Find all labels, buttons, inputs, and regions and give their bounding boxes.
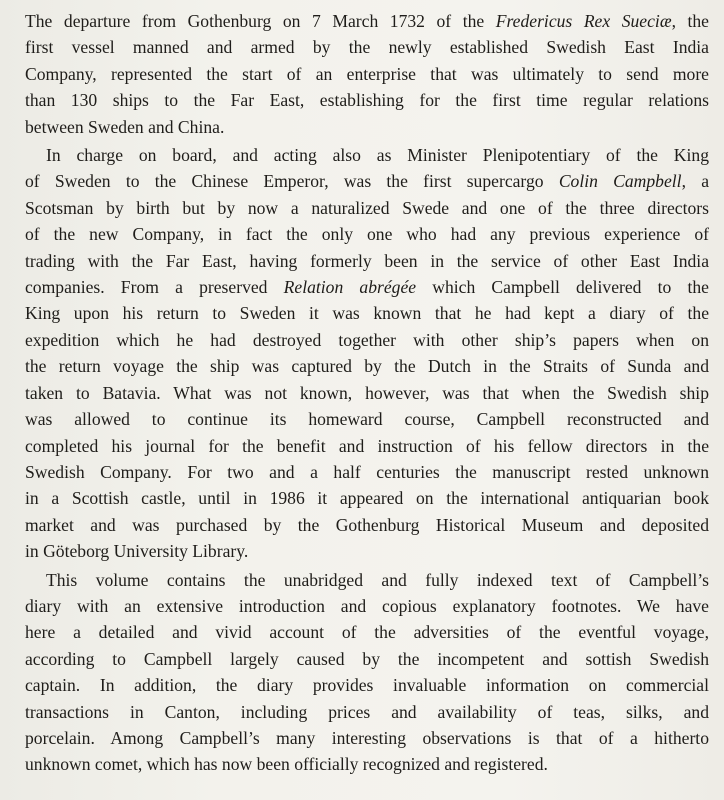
text-line: Swedish Company. For two and a half centuries the manuscript rested unknown — [25, 461, 709, 482]
text-line: expedition which he had destroyed together with other ship’s papers when on — [25, 329, 709, 350]
text-line: between Sweden and China. — [25, 116, 225, 137]
text-line: King upon his return to Sweden it was known that he had kept a diary of the — [25, 303, 709, 324]
text-line: companies. From a preserved Relation abrégée which Campbell delivered to the — [25, 277, 709, 298]
text-line: according to Campbell largely caused by the incompetent and sottish Swedish — [25, 648, 709, 669]
text-line: diary with an extensive introduction and copious explanatory footnotes. We have — [25, 595, 709, 616]
text-line: unknown comet, which has now been officially recognized and registered. — [25, 754, 548, 775]
text-line: In charge on board, and acting also as Minister Plenipotentiary of the King — [46, 145, 709, 166]
italic-title: Fredericus Rex Sueciæ — [495, 11, 672, 31]
text-line: trading with the Far East, having formerly been in the service of other East India — [25, 250, 709, 271]
text-line: Company, represented the start of an enterprise that was ultimately to send more — [25, 63, 709, 84]
text-line: porcelain. Among Campbell’s many interesting observations is that of a hitherto — [25, 727, 709, 748]
text-line: Scotsman by birth but by now a naturalized Swede and one of the three directors — [25, 197, 709, 218]
text-line: The departure from Gothenburg on 7 March 1732 of the Fredericus Rex Sueciæ, the — [25, 11, 709, 31]
text-line: This volume contains the unabridged and fully indexed text of Campbell’s — [46, 569, 709, 590]
text-line: than 130 ships to the Far East, establishing for the first time regular relations — [25, 90, 709, 111]
text-line: market and was purchased by the Gothenburg Historical Museum and deposited — [25, 514, 709, 535]
paragraph — [25, 567, 709, 778]
text-line: captain. In addition, the diary provides invaluable information on commercial — [25, 675, 709, 696]
body-text — [25, 8, 709, 780]
text-line: completed his journal for the benefit and instruction of his fellow directors in the — [25, 435, 709, 456]
paragraph — [25, 8, 709, 140]
text-line: in a Scottish castle, until in 1986 it appeared on the international antiquarian book — [25, 488, 709, 509]
italic-title: Colin Campbell — [558, 171, 682, 192]
text-line: was allowed to continue its homeward course, Campbell reconstructed and — [25, 409, 709, 430]
paragraph — [25, 142, 709, 565]
text-line: the return voyage the ship was captured by the Dutch in the Straits of Sunda and — [25, 356, 709, 377]
italic-title: Relation abrégée — [283, 277, 417, 298]
text-line: taken to Batavia. What was not known, however, was that when the Swedish ship — [25, 382, 709, 403]
text-line: of the new Company, in fact the only one who had any previous experience of — [25, 224, 709, 245]
text-line: of Sweden to the Chinese Emperor, was the first supercargo Colin Campbell, a — [25, 171, 709, 192]
text-line: transactions in Canton, including prices and availability of teas, silks, and — [25, 701, 709, 722]
text-line: first vessel manned and armed by the newly established Swedish East India — [25, 37, 709, 58]
text-line: in Göteborg University Library. — [25, 541, 249, 562]
text-line: here a detailed and vivid account of the adversities of the eventful voyage, — [25, 622, 709, 643]
